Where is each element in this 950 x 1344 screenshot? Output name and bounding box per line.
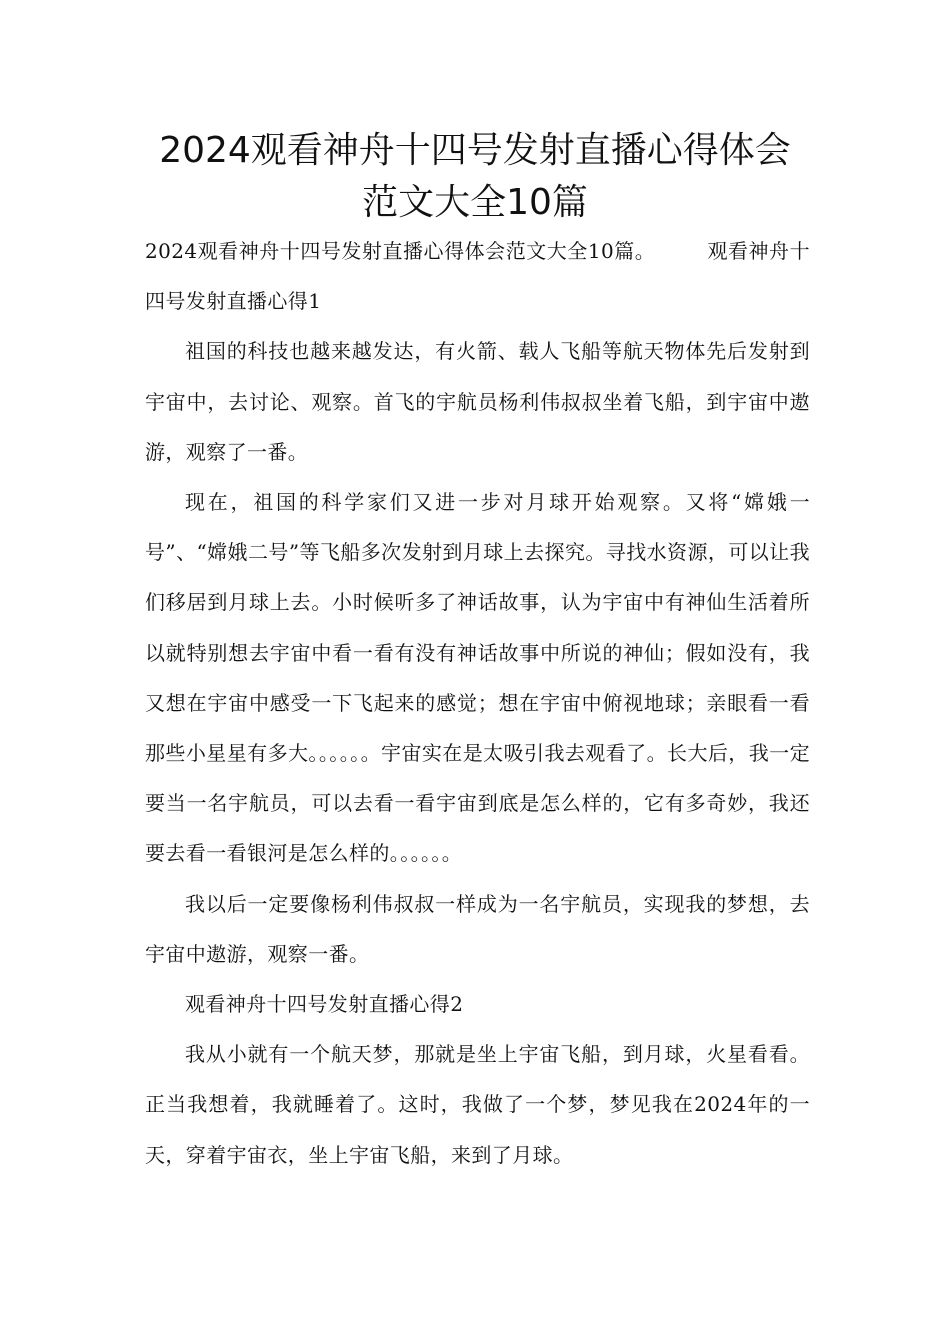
paragraph-1: 祖国的科技也越来越发达，有火箭、载人飞船等航天物体先后发射到宇宙中，去讨论、观察。首飞的宇航员杨利伟叔叔坐着飞船，到宇宙中遨游，观察了一番。 xyxy=(145,339,810,464)
section-heading-1: 观看神舟十四号发射直播心得1 xyxy=(145,239,810,314)
paragraph-3: 我以后一定要像杨利伟叔叔一样成为一名宇航员，实现我的梦想，去宇宙中遨游，观察一番。 xyxy=(145,891,810,966)
document-body xyxy=(145,226,810,1180)
title-line-1: 2024观看神舟十四号发射直播心得体会 xyxy=(159,130,791,171)
paragraph-2: 现在，祖国的科学家们又进一步对月球开始观察。又将“嫦娥一号”、“嫦娥二号”等飞船多次发射到月球上去探究。寻找水资源，可以让我们移居到月球上去。小时候听多了神话故事，认为宇宙中有神仙生活着所以就特别想去宇宙中看一看有没有神话故事中所说的神仙；假如没有，我又想在宇宙中感受一下飞起来的感觉；想在宇宙中俯视地球；亲眼看一看那些小星星有多大。。。。。。宇宙实在是太吸引我去观看了。长大后，我一定要当一名宇航员，可以去看一看宇宙到底是怎么样的，它有多奇妙，我还要去看一看银河是怎么样的。。。。。。 xyxy=(145,490,810,866)
intro-summary: 2024观看神舟十四号发射直播心得体会范文大全10篇。 xyxy=(145,239,656,263)
document-title xyxy=(100,125,850,229)
paragraph-4: 我从小就有一个航天梦，那就是坐上宇宙飞船，到月球，火星看看。正当我想着，我就睡着了。这时，我做了一个梦，梦见我在2024年的一天，穿着宇宙衣，坐上宇宙飞船，来到了月球。 xyxy=(145,1042,810,1167)
section-heading-2: 观看神舟十四号发射直播心得2 xyxy=(185,992,464,1017)
title-line-2: 范文大全10篇 xyxy=(362,182,588,223)
intro-paragraph xyxy=(145,226,810,326)
